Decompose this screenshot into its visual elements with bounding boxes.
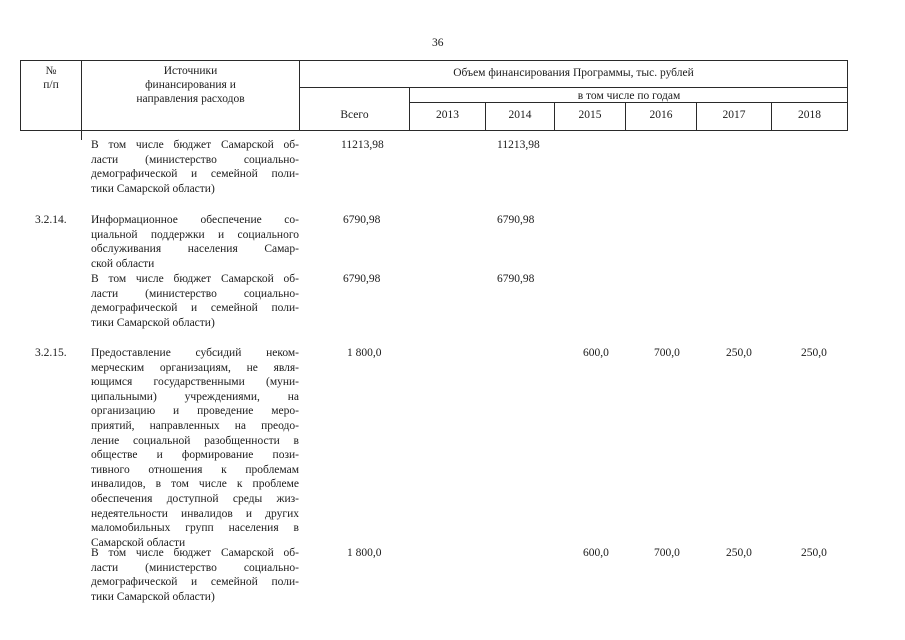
description-line: демографической и семейной поли- [91,302,299,315]
header-col-source: Источники финансирования и направления расходов [136,65,245,105]
row-2014: 6790,98 [497,273,535,285]
description-line: В том числе бюджет Самарской об- [91,547,299,559]
description-line: тики Самарской области) [91,590,215,603]
row-total: 1 800,0 [347,547,382,559]
row-number: 3.2.14. [35,214,67,226]
description-line: ласти (министерство социально- [91,153,299,166]
header-col-total: Всего [340,109,369,121]
description-line: маломобильных групп населения в [91,522,299,535]
description-line: ление социальной разобщенности в [91,434,299,447]
header-bottom-border [20,130,848,131]
row-2014: 11213,98 [497,139,540,151]
description-line: ласти (министерство социально- [91,561,299,574]
body-left-border [81,130,82,140]
row-2018: 250,0 [801,347,827,359]
row-description [91,272,299,330]
description-line: обществе и формирование пози- [91,449,299,462]
description-line: обслуживания населения Самар- [91,243,299,256]
description-line: инвалидов, в том числе к проблеме [91,478,299,491]
row-total: 6790,98 [343,214,381,226]
description-line: ющимся государственными (муни- [91,376,299,389]
row-2015: 600,0 [583,547,609,559]
description-line: демографической и семейной поли- [91,168,299,181]
description-line: В том числе бюджет Самарской об- [91,273,299,285]
row-2016: 700,0 [654,547,680,559]
header-year-2015: 2015 [578,109,602,121]
header-top-border [20,60,848,61]
header-year-2014: 2014 [508,109,532,121]
row-2015: 600,0 [583,347,609,359]
page-number: 36 [432,37,444,49]
description-line: Самарской области [91,536,186,549]
description-line: Информационное обеспечение со- [91,214,299,226]
row-total: 1 800,0 [347,347,382,359]
description-line: демографической и семейной поли- [91,576,299,589]
description-line: Предоставление субсидий неком- [91,347,299,359]
header-years-group: в том числе по годам [577,90,681,102]
row-description [91,546,299,604]
row-total: 6790,98 [343,273,381,285]
description-line: недеятельности инвалидов и других [91,507,299,520]
description-line: тики Самарской области) [91,182,215,195]
description-line: мерческим организациям, не явля- [91,361,299,374]
header-year-2013: 2013 [436,109,459,121]
row-2017: 250,0 [726,347,752,359]
description-line: циальной поддержки и социального [91,228,299,241]
row-description [91,213,299,271]
description-line: В том числе бюджет Самарской об- [91,139,299,151]
description-line: тики Самарской области) [91,316,215,329]
header-year-2016: 2016 [649,109,673,121]
volume-subheader-line [299,87,848,88]
header-year-2018: 2018 [798,109,821,121]
row-2017: 250,0 [726,547,752,559]
row-2018: 250,0 [801,547,827,559]
row-2016: 700,0 [654,347,680,359]
row-number: 3.2.15. [35,347,67,359]
row-description [91,138,299,196]
header-year-2017: 2017 [722,109,746,121]
row-2014: 6790,98 [497,214,535,226]
header-col-volume: Объем финансирования Программы, тыс. рублей [453,67,694,79]
description-line: организацию и проведение меро- [91,405,299,418]
description-line: ласти (министерство социально- [91,287,299,300]
row-description [91,346,299,550]
description-line: приятий, направленных на преодо- [91,419,299,432]
description-line: ципальными) учреждениями, на [91,390,299,403]
description-line: обеспечения доступной среды жиз- [91,492,299,505]
header-col-no: № п/п [43,65,59,91]
description-line: тивного отношения к проблемам [91,463,299,476]
description-line: ской области [91,257,155,270]
row-total: 11213,98 [341,139,384,151]
